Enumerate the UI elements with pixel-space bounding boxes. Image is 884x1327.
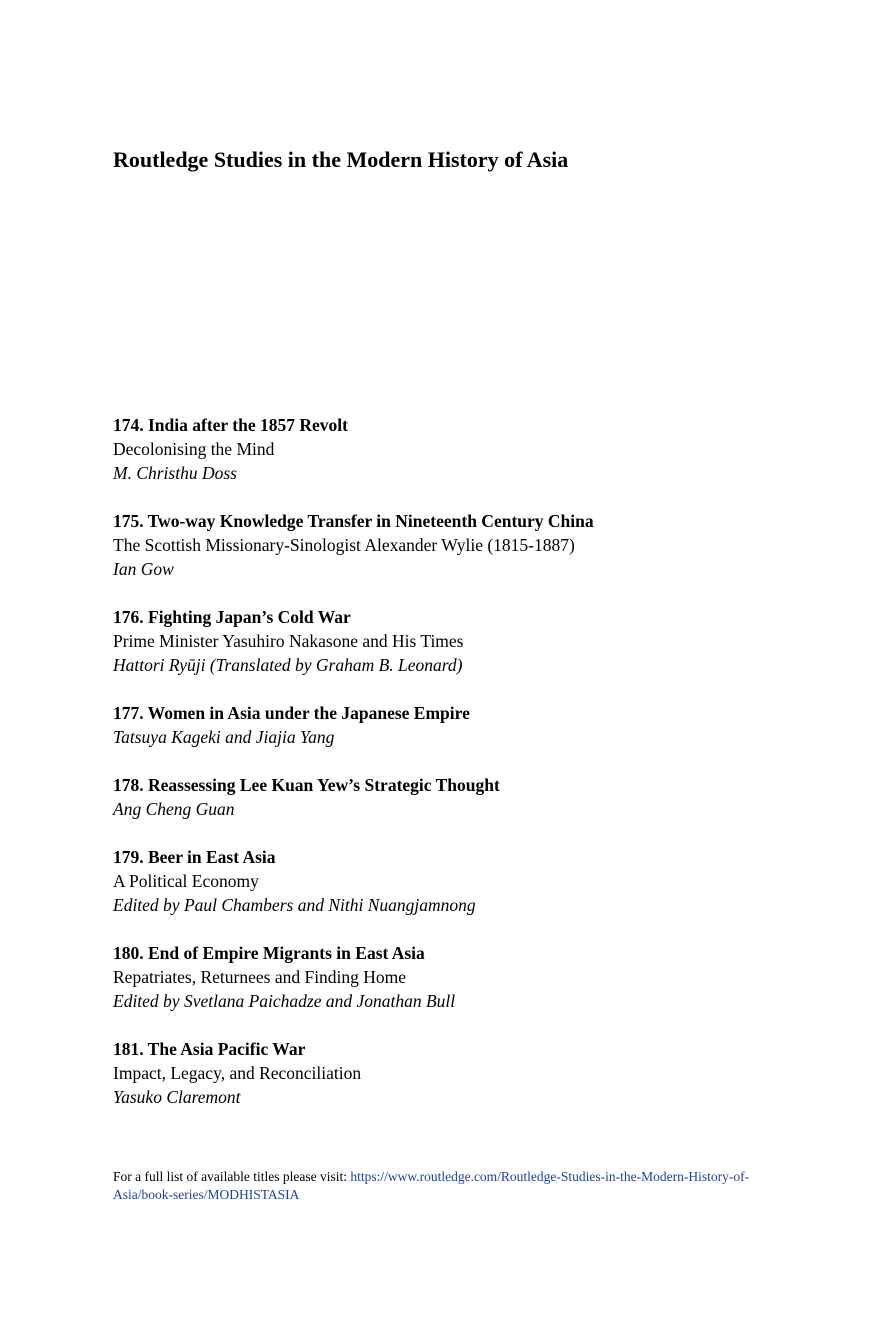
book-subtitle: Repatriates, Returnees and Finding Home bbox=[113, 967, 407, 987]
book-subtitle: Decolonising the Mind bbox=[113, 439, 275, 459]
book-entry bbox=[113, 1037, 813, 1109]
book-title: 180. End of Empire Migrants in East Asia bbox=[113, 943, 425, 963]
book-author: Yasuko Claremont bbox=[113, 1087, 241, 1107]
book-title: 174. India after the 1857 Revolt bbox=[113, 415, 348, 435]
book-title: 181. The Asia Pacific War bbox=[113, 1039, 306, 1059]
book-title: 176. Fighting Japan’s Cold War bbox=[113, 607, 351, 627]
book-author: M. Christhu Doss bbox=[113, 463, 237, 483]
book-entry bbox=[113, 941, 813, 1013]
book-subtitle: The Scottish Missionary-Sinologist Alexander Wylie (1815-1887) bbox=[113, 535, 575, 555]
footer-text: For a full list of available titles please visit: bbox=[113, 1169, 351, 1184]
footer-note bbox=[113, 1168, 793, 1204]
book-title: 177. Women in Asia under the Japanese Empire bbox=[113, 703, 470, 723]
book-entry bbox=[113, 605, 813, 677]
book-entry bbox=[113, 509, 813, 581]
book-subtitle: Prime Minister Yasuhiro Nakasone and His Times bbox=[113, 631, 464, 651]
book-title: 179. Beer in East Asia bbox=[113, 847, 276, 867]
book-entry bbox=[113, 413, 813, 485]
book-list bbox=[113, 413, 813, 1133]
book-entry bbox=[113, 773, 813, 821]
series-title: Routledge Studies in the Modern History of Asia bbox=[113, 147, 569, 172]
series-link[interactable]: https://www.routledge.com/Routledge-Studies-in-the-Modern-History-of-Asia/book-series/MODHISTASIA bbox=[113, 1169, 750, 1202]
book-title: 178. Reassessing Lee Kuan Yew’s Strategic Thought bbox=[113, 775, 500, 795]
book-author: Ian Gow bbox=[113, 559, 174, 579]
book-subtitle: Impact, Legacy, and Reconciliation bbox=[113, 1063, 362, 1083]
book-author: Hattori Ryūji (Translated by Graham B. Leonard) bbox=[113, 655, 463, 675]
book-title: 175. Two-way Knowledge Transfer in Nineteenth Century China bbox=[113, 511, 594, 531]
book-entry bbox=[113, 845, 813, 917]
book-author: Edited by Svetlana Paichadze and Jonathan Bull bbox=[113, 991, 456, 1011]
book-author: Ang Cheng Guan bbox=[113, 799, 235, 819]
book-author: Edited by Paul Chambers and Nithi Nuangjamnong bbox=[113, 895, 476, 915]
book-subtitle: A Political Economy bbox=[113, 871, 259, 891]
book-entry bbox=[113, 701, 813, 749]
book-author: Tatsuya Kageki and Jiajia Yang bbox=[113, 727, 335, 747]
